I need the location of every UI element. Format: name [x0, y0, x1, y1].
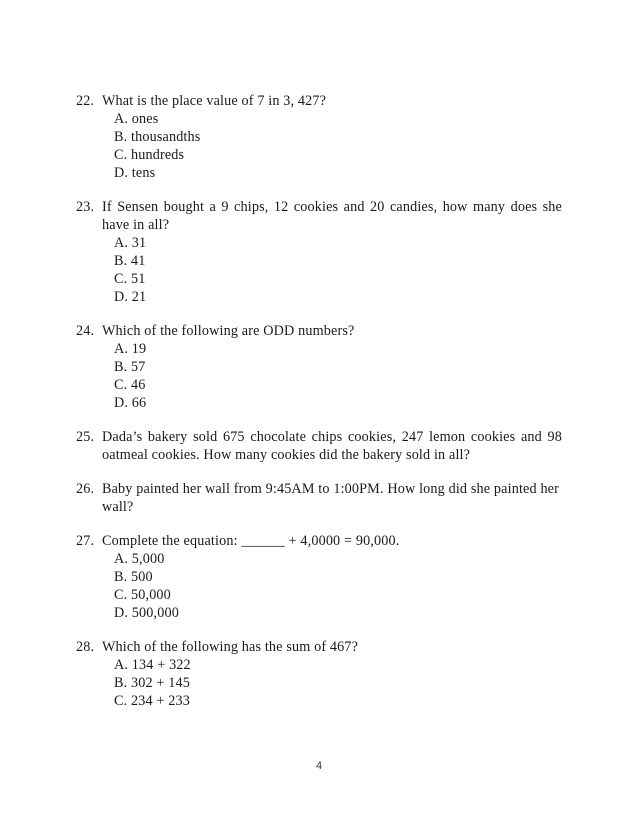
choice-b: B. 41 [114, 253, 146, 269]
question-number: 28. [76, 639, 95, 655]
question-number: 27. [76, 533, 95, 549]
choice-c: C. hundreds [114, 147, 185, 163]
choice-c: C. 234 + 233 [114, 693, 191, 709]
question-prompt [76, 92, 562, 110]
question-number: 26. [76, 481, 95, 497]
question-24 [76, 322, 562, 412]
question-text: Complete the equation: ______ + 4,0000 = 90,000. [102, 533, 400, 549]
page-number: 4 [315, 760, 323, 772]
choice-b: B. 57 [114, 359, 146, 375]
choice-list [76, 340, 562, 412]
choice-c: C. 50,000 [114, 587, 171, 603]
question-list [76, 92, 562, 726]
question-text: Baby painted her wall from 9:45AM to 1:00PM. How long did she painted her wall? [102, 481, 560, 515]
choice-a: A. 134 + 322 [114, 657, 191, 673]
choice-b: B. thousandths [114, 129, 201, 145]
question-28 [76, 638, 562, 710]
choice-list [76, 110, 562, 182]
question-number: 24. [76, 323, 95, 339]
choice-a: A. 19 [114, 341, 147, 357]
question-prompt [76, 322, 562, 340]
choice-c: C. 46 [114, 377, 146, 393]
question-number: 22. [76, 93, 95, 109]
choice-d: D. tens [114, 165, 156, 181]
choice-a: A. ones [114, 111, 159, 127]
choice-d: D. 66 [114, 395, 147, 411]
choice-list [76, 656, 562, 710]
question-number: 25. [76, 429, 95, 445]
question-text: Which of the following has the sum of 467? [102, 639, 359, 655]
question-27 [76, 532, 562, 622]
choice-b: B. 302 + 145 [114, 675, 191, 691]
question-text: If Sensen bought a 9 chips, 12 cookies and 20 candies, how many does she have in all? [102, 199, 562, 233]
choice-d: D. 21 [114, 289, 147, 305]
choice-a: A. 5,000 [114, 551, 165, 567]
question-number: 23. [76, 199, 95, 215]
choice-d: D. 500,000 [114, 605, 179, 621]
question-prompt [76, 638, 562, 656]
question-26 [76, 480, 562, 516]
question-text: Which of the following are ODD numbers? [102, 323, 355, 339]
question-22 [76, 92, 562, 182]
choice-b: B. 500 [114, 569, 153, 585]
question-25 [76, 428, 562, 464]
question-text: Dada’s bakery sold 675 chocolate chips cookies, 247 lemon cookies and 98 oatmeal cookies. How many cookies did the bakery sold in all? [102, 429, 562, 463]
choice-list [76, 234, 562, 306]
question-prompt [76, 480, 562, 516]
question-23 [76, 198, 562, 306]
question-prompt [76, 428, 562, 464]
choice-c: C. 51 [114, 271, 146, 287]
question-text: What is the place value of 7 in 3, 427? [102, 93, 327, 109]
question-prompt [76, 198, 562, 234]
choice-list [76, 550, 562, 622]
choice-a: A. 31 [114, 235, 147, 251]
question-prompt [76, 532, 562, 550]
